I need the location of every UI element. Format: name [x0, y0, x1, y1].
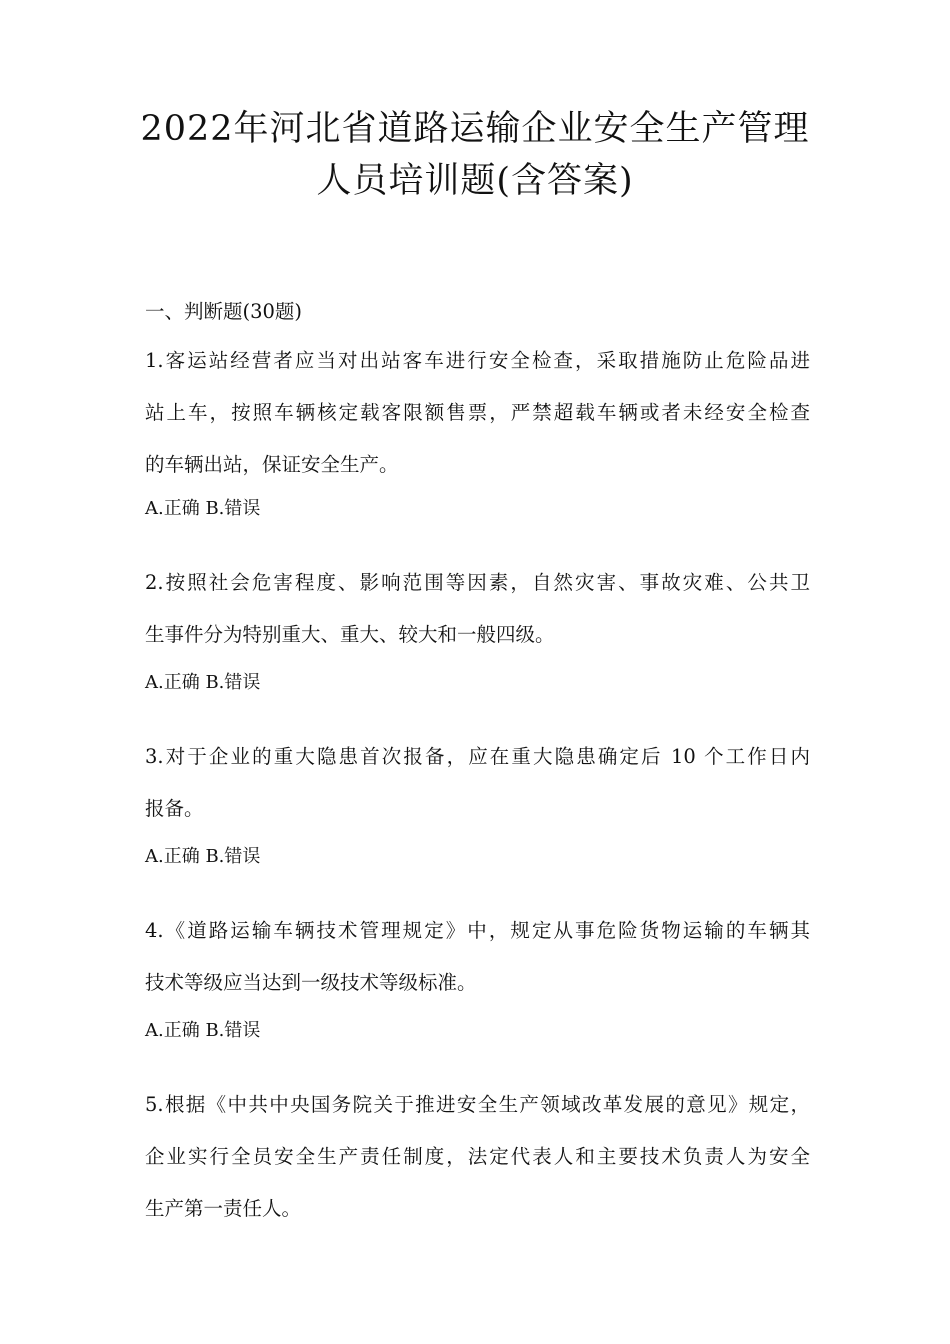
question-2-options: A.正确 B.错误	[145, 672, 261, 693]
document-title-line-2: 人员培训题(含答案)	[316, 161, 634, 201]
question-4-line-2: 技术等级应当达到一级技术等级标准。	[145, 971, 477, 994]
question-1-line-2: 站上车，按照车辆核定载客限额售票，严禁超载车辆或者未经安全检查	[145, 401, 810, 424]
question-4-options: A.正确 B.错误	[145, 1020, 261, 1041]
question-3-line-1: 3.对于企业的重大隐患首次报备，应在重大隐患确定后 10 个工作日内	[145, 745, 810, 768]
question-2-line-1: 2.按照社会危害程度、影响范围等因素，自然灾害、事故灾难、公共卫	[145, 571, 810, 594]
question-5-line-3: 生产第一责任人。	[145, 1197, 302, 1220]
question-1-options: A.正确 B.错误	[145, 498, 261, 519]
question-1-line-3: 的车辆出站，保证安全生产。	[145, 453, 399, 476]
question-3-options: A.正确 B.错误	[145, 846, 261, 867]
question-5-line-2: 企业实行全员安全生产责任制度，法定代表人和主要技术负责人为安全	[145, 1145, 810, 1168]
document-title-line-1: 2022年河北省道路运输企业安全生产管理	[140, 109, 810, 149]
section-heading: 一、判断题(30题)	[145, 300, 303, 323]
question-4-line-1: 4.《道路运输车辆技术管理规定》中，规定从事危险货物运输的车辆其	[145, 919, 810, 942]
question-5-line-1: 5.根据《中共中央国务院关于推进安全生产领域改革发展的意见》规定，	[145, 1093, 810, 1116]
question-2-line-2: 生事件分为特别重大、重大、较大和一般四级。	[145, 623, 555, 646]
question-3-line-2: 报备。	[145, 797, 204, 820]
question-1-line-1: 1.客运站经营者应当对出站客车进行安全检查，采取措施防止危险品进	[145, 349, 810, 372]
